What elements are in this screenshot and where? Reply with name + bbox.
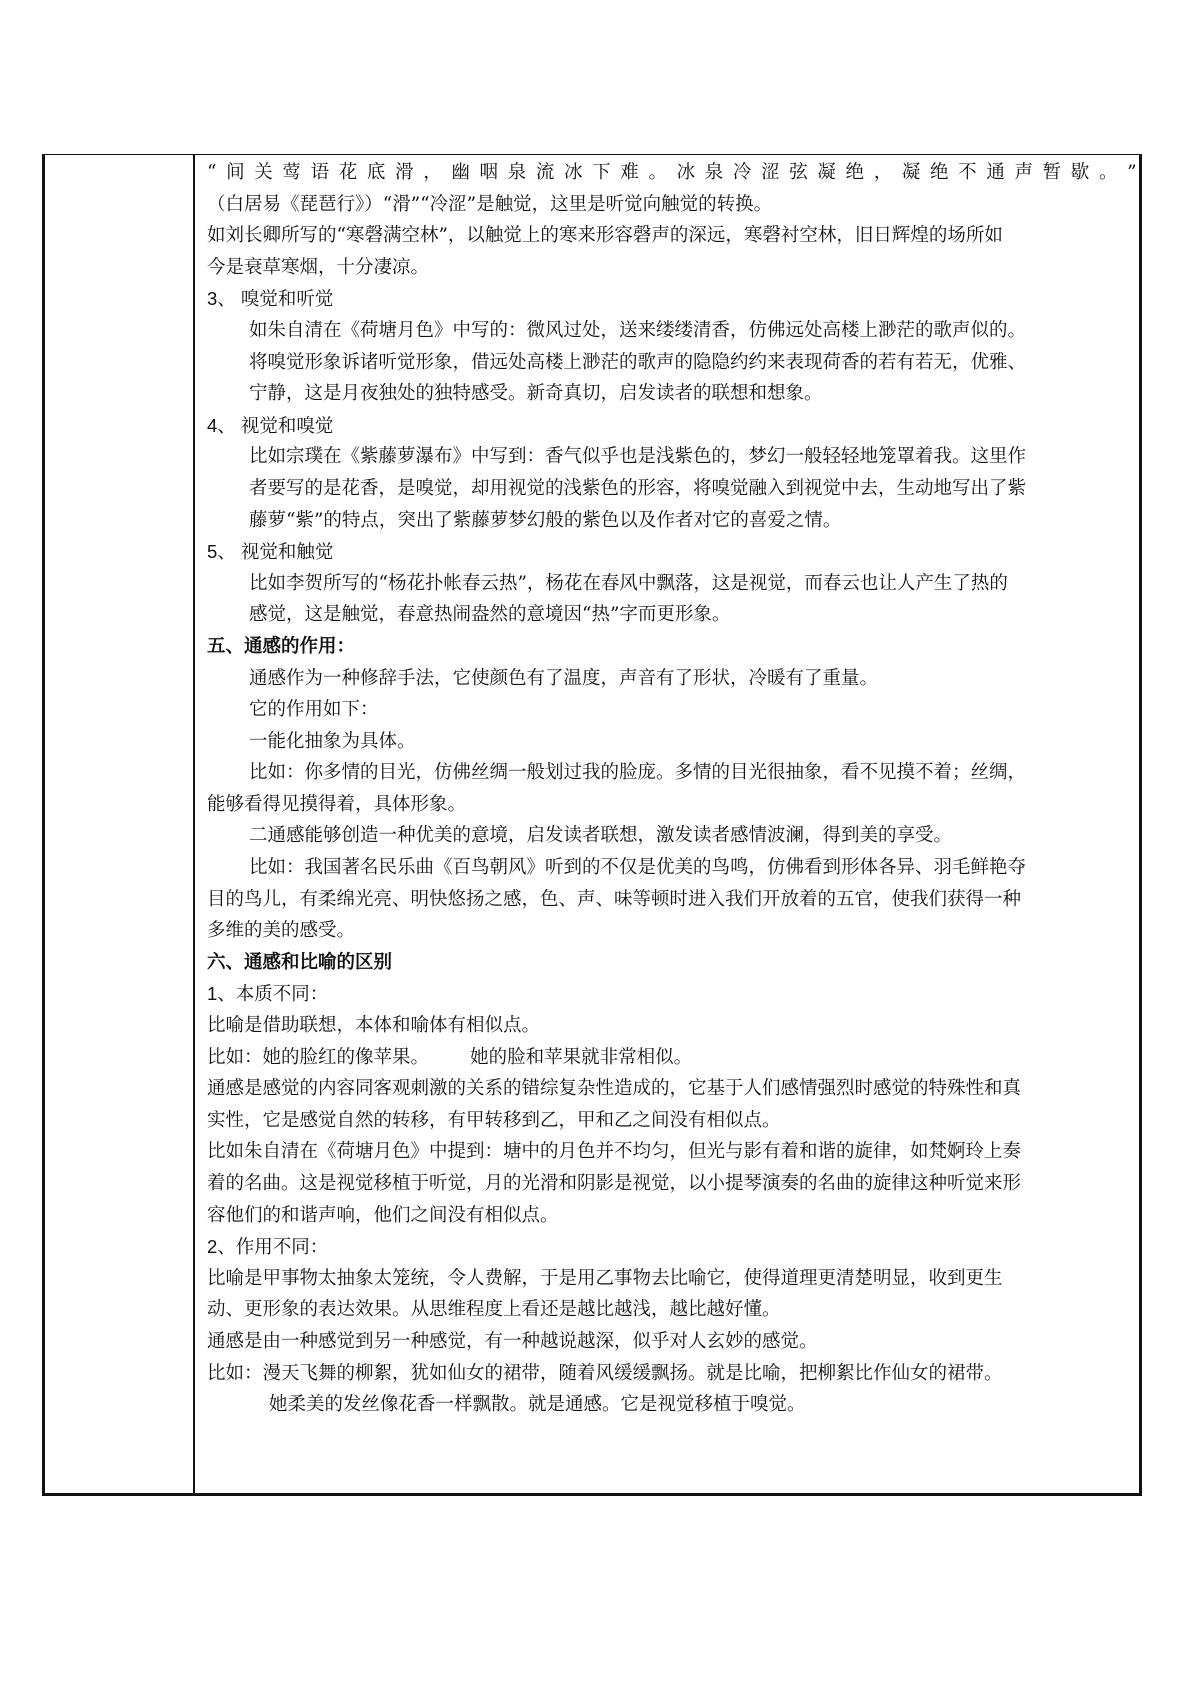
- section-heading-5: 五、通感的作用：: [207, 635, 356, 657]
- poem-char: 声: [1014, 162, 1033, 183]
- text-line: 它的作用如下：: [249, 699, 379, 721]
- poem-char: 底: [366, 162, 386, 183]
- text-line: 感觉，这是触觉，春意热闹盎然的意境因“热”字而更形象。: [249, 604, 731, 626]
- poem-char: 暂: [1042, 162, 1062, 183]
- poem-char: 泉: [507, 162, 527, 183]
- text-line: 二通感能够创造一种优美的意境，启发读者联想，激发读者感情波澜，得到美的享受。: [249, 825, 953, 847]
- text-line: 她柔美的发丝像花香一样飘散。就是通感。它是视觉移植于嗅觉。: [269, 1394, 806, 1416]
- poem-char: 冷: [732, 162, 752, 183]
- subheading-3: 3、 嗅觉和听觉: [207, 288, 334, 310]
- poem-char: 。: [648, 162, 667, 183]
- text-line: （白居易《琵琶行》）“滑”“冷涩”是触觉，这里是听觉向触觉的转换。: [207, 193, 773, 215]
- subheading-5: 5、 视觉和触觉: [207, 541, 334, 563]
- text-line: 比如宗璞在《紫藤萝瀑布》中写到：香气似乎也是浅紫色的，梦幻一般轻轻地笼罩着我。这里作: [249, 446, 1027, 468]
- text-line: 动、更形象的表达效果。从思维程度上看还是越比越浅，越比越好懂。: [207, 1299, 781, 1321]
- poem-char: 凝: [817, 162, 836, 183]
- text-line: 将嗅觉形象诉诸听觉形象，借远处高楼上渺茫的歌声的隐隐约约来表现荷香的若有若无，优雅、: [249, 351, 1027, 373]
- text-line: 今是衰草寒烟，十分凄凉。: [207, 256, 430, 278]
- poem-char: 流: [535, 162, 555, 183]
- poem-char: ，: [423, 162, 442, 183]
- poem-char: ，: [873, 162, 893, 183]
- text-line: 比喻是甲事物太抽象太笼统，令人费解，于是用乙事物去比喻它，使得道理更清楚明显，收到更生: [207, 1267, 1003, 1289]
- text-line: 多维的美的感受。: [207, 920, 356, 942]
- content-cell: [207, 157, 1137, 1421]
- poem-char: 凝: [901, 162, 921, 183]
- text-line: 比如李贺所写的“杨花扑帐春云热”，杨花在春风中飘落，这是视觉，而春云也让人产生了热的: [249, 572, 1008, 594]
- poem-char: 莺: [282, 162, 301, 183]
- text-line: 能够看得见摸得着，具体形象。: [207, 793, 467, 815]
- text-line: 者要写的是花香，是嗅觉，却用视觉的浅紫色的形容，将嗅觉融入到视觉中去，生动地写出了紫: [249, 477, 1027, 499]
- text-line: 如朱自清在《荷塘月色》中写的：微风过处，送来缕缕清香，仿佛远处高楼上渺茫的歌声似的。: [249, 319, 1027, 341]
- text-line: 如刘长卿所写的“寒磬满空林”，以触觉上的寒来形容磬声的深远，寒磬衬空林，旧日辉煌的场所如: [207, 225, 1003, 247]
- text-line: 实性，它是感觉自然的转移，有甲转移到乙，甲和乙之间没有相似点。: [207, 1109, 781, 1131]
- poem-char: 幽: [451, 162, 470, 183]
- subheading-4: 4、 视觉和嗅觉: [207, 414, 334, 436]
- poem-char: ”: [1127, 162, 1137, 183]
- subheading-2: 2、作用不同：: [207, 1236, 329, 1258]
- poem-char: 冰: [563, 162, 583, 183]
- subheading-1: 1、本质不同：: [207, 983, 329, 1005]
- text-line: 比如：漫天飞舞的柳絮，犹如仙女的裙带，随着风缓缓飘扬。就是比喻，把柳絮比作仙女的裙带。: [207, 1362, 1003, 1384]
- text-line: 通感是感觉的内容同客观刺激的关系的错综复杂性造成的，它基于人们感情强烈时感觉的特殊性和真: [207, 1078, 1022, 1100]
- poem-char: 泉: [704, 162, 724, 183]
- poem-char: 语: [310, 162, 330, 183]
- poem-char: 歇: [1070, 162, 1090, 183]
- section-heading-6: 六、通感和比喻的区别: [207, 951, 393, 973]
- text-line: 通感作为一种修辞手法，它使颜色有了温度，声音有了形状，冷暖有了重量。: [249, 667, 879, 689]
- poem-char: 弦: [789, 162, 808, 183]
- poem-char: 冰: [676, 162, 696, 183]
- poem-char: 花: [338, 162, 358, 183]
- poem-char: 难: [620, 162, 639, 183]
- text-line: 比如：你多情的目光，仿佛丝绸一般划过我的脸庞。多情的目光很抽象，看不见摸不着；丝绸，: [249, 762, 1027, 784]
- text-line-poem: [207, 157, 1137, 189]
- text-line: 比喻是借助联想，本体和喻体有相似点。: [207, 1015, 541, 1037]
- poem-char: 滑: [395, 162, 414, 183]
- poem-char: 间: [226, 162, 245, 183]
- poem-char: 关: [254, 162, 273, 183]
- text-line: 比如：她的脸红的像苹果。 她的脸和苹果就非常相似。: [207, 1046, 693, 1068]
- text-line: 比如：我国著名民乐曲《百鸟朝风》听到的不仅是优美的鸟鸣，仿佛看到形体各异、羽毛鲜艳夺: [249, 857, 1027, 879]
- poem-char: 。: [1098, 162, 1118, 183]
- poem-char: 涩: [761, 162, 780, 183]
- poem-char: 不: [958, 162, 977, 183]
- poem-char: 下: [592, 162, 611, 183]
- poem-char: 通: [986, 162, 1005, 183]
- text-line: 宁静，这是月夜独处的独特感受。新奇真切，启发读者的联想和想象。: [249, 383, 823, 405]
- text-line: 容他们的和谐声响，他们之间没有相似点。: [207, 1204, 559, 1226]
- text-line: 着的名曲。这是视觉移植于听觉，月的光滑和阴影是视觉，以小提琴演奏的名曲的旋律这种听觉来形: [207, 1173, 1022, 1194]
- text-line: 通感是由一种感觉到另一种感觉，有一种越说越深，似乎对人玄妙的感觉。: [207, 1330, 818, 1352]
- column-divider: [193, 155, 195, 1493]
- table-frame: [42, 154, 1142, 1496]
- text-line: 目的鸟儿，有柔绵光亮、明快悠扬之感，色、声、味等顿时进入我们开放着的五官，使我们获得一种: [207, 888, 1022, 910]
- poem-char: 咽: [479, 162, 499, 183]
- poem-char: 绝: [845, 162, 865, 183]
- poem-char: 绝: [930, 162, 949, 183]
- text-line: 一能化抽象为具体。: [249, 730, 416, 752]
- poem-char: “: [207, 162, 217, 183]
- text-line: 比如朱自清在《荷塘月色》中提到：塘中的月色并不均匀，但光与影有着和谐的旋律，如梵婀玲上奏: [207, 1141, 1022, 1163]
- text-line: 藤萝“紫”的特点，突出了紫藤萝梦幻般的紫色以及作者对它的喜爱之情。: [249, 509, 842, 531]
